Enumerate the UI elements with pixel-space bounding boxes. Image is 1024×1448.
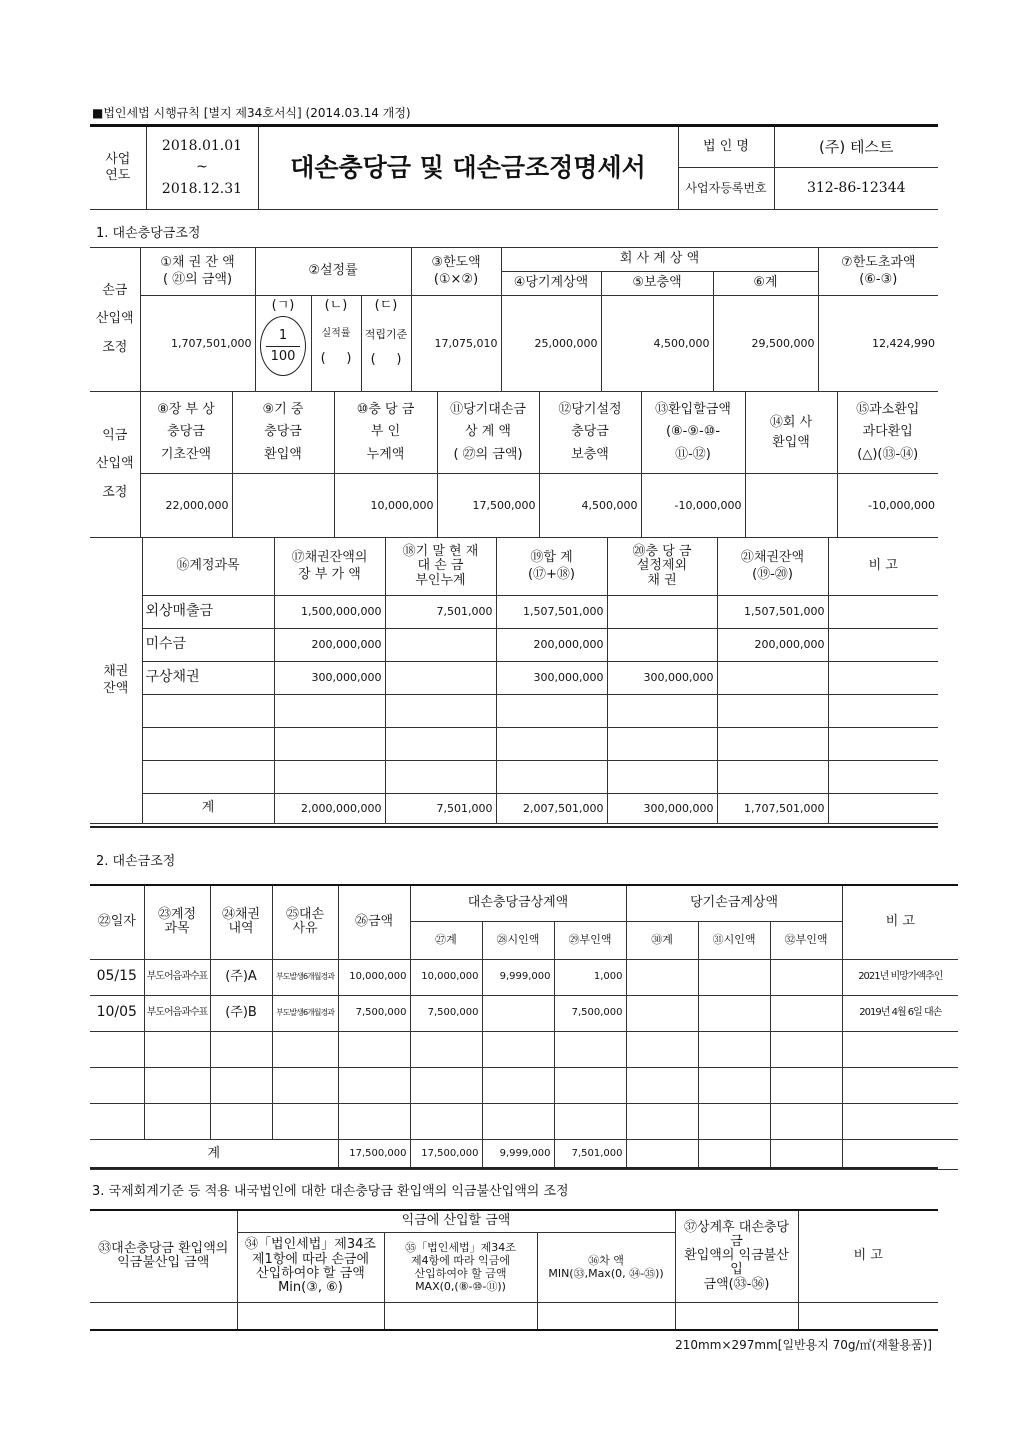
cell [554, 1031, 626, 1067]
h8: ⑧장 부 상 충당금 기초잔액 [140, 392, 232, 474]
cell [385, 761, 496, 794]
business-year-label: 사업 연도 [90, 126, 146, 210]
cell [237, 1302, 384, 1330]
h25-reason: ㉕대손 사유 [272, 885, 338, 959]
h31: ㉛시인액 [698, 921, 770, 959]
cell [482, 995, 554, 1031]
table-row [90, 995, 958, 1031]
cell: (주)A [210, 959, 272, 995]
cell [210, 1103, 272, 1139]
cell [496, 695, 607, 728]
cell [770, 1103, 842, 1139]
section1-title: 1. 대손충당금조정 [96, 226, 201, 241]
law-reference: ■법인세법 시행규칙 [별지 제34호서식] (2014.03.14 개정) [92, 106, 411, 120]
rate-c-text: 적립기준 [364, 328, 408, 342]
cell [698, 1139, 770, 1169]
cell: 17,500,000 [410, 1139, 482, 1169]
cell: 7,500,000 [410, 995, 482, 1031]
cell: 300,000,000 [496, 662, 607, 695]
bh-4: ⑳충 당 금 설정제외 채 권 [607, 538, 717, 596]
h24-bond: ㉔채권 내역 [210, 885, 272, 959]
cell [770, 1139, 842, 1169]
period-end: 2018.12.31 [161, 180, 243, 197]
cell [142, 761, 274, 794]
v9 [232, 474, 334, 538]
cell [144, 1031, 210, 1067]
cell [410, 1103, 482, 1139]
table-row [90, 695, 938, 728]
cell [828, 728, 938, 761]
cell [482, 1067, 554, 1103]
cell [537, 1302, 675, 1330]
h33: ㉝대손충당금 환입액의 익금불산입 금액 [90, 1210, 237, 1302]
cell: 7,501,000 [554, 1139, 626, 1169]
table-row [90, 1031, 958, 1067]
h-note: 비 고 [798, 1210, 938, 1302]
h32: ㉜부인액 [770, 921, 842, 959]
cell [798, 1302, 938, 1330]
h10: ⑩충 당 금 부 인 누계액 [334, 392, 437, 474]
cell [554, 1103, 626, 1139]
rate-a-label: (ㄱ) [271, 298, 295, 313]
h22-date: ㉒일자 [90, 885, 144, 959]
bond-balance-table [90, 537, 938, 824]
section3-title: 3. 국제회계기준 등 적용 내국법인에 대한 대손충당금 환입액의 익금불산입액의 조정 [92, 1184, 569, 1199]
cell [770, 995, 842, 1031]
cell [717, 662, 828, 695]
cell [142, 728, 274, 761]
cell: 300,000,000 [607, 662, 717, 695]
cell [272, 1067, 338, 1103]
cell [338, 1031, 410, 1067]
table-row [90, 728, 938, 761]
cell [607, 761, 717, 794]
cell [842, 1067, 958, 1103]
h7-excess: ⑦한도초과액 (⑥-③) [818, 248, 938, 296]
cell [554, 1067, 626, 1103]
cell [607, 695, 717, 728]
cell [698, 1031, 770, 1067]
cell [274, 761, 385, 794]
cell [698, 959, 770, 995]
h-reserve-offset: 대손충당금상계액 [410, 885, 626, 921]
form-title: 대손충당금 및 대손금조정명세서 [258, 126, 678, 210]
rate-b-text: 실적률 [321, 328, 351, 340]
cell [626, 1139, 698, 1169]
cell [482, 1103, 554, 1139]
table-row [90, 761, 938, 794]
h28: ㉘시인액 [482, 921, 554, 959]
table-row [90, 1302, 938, 1330]
v8: 22,000,000 [140, 474, 232, 538]
cell [338, 1067, 410, 1103]
table-row [90, 629, 938, 662]
bh-0: ⑯계정과목 [142, 538, 274, 596]
bh-2: ⑱기 말 현 재 대 손 금 부인누계 [385, 538, 496, 596]
cell: 10,000,000 [410, 959, 482, 995]
h14: ⑭회 사 환입액 [745, 392, 837, 474]
cell [828, 761, 938, 794]
cell [90, 1103, 144, 1139]
cell: 2,000,000,000 [274, 794, 385, 824]
cell [770, 1067, 842, 1103]
cell: 200,000,000 [274, 629, 385, 662]
h11: ⑪당기대손금 상 계 액 ( ㉗의 금액) [437, 392, 539, 474]
v14 [745, 474, 837, 538]
h-note: 비 고 [842, 885, 958, 959]
h23-account: ㉓계정 과목 [144, 885, 210, 959]
table-row [90, 596, 938, 629]
h37: ㊲상계후 대손충당금 환입액의 익금불산입 금액(㉝-㊱) [675, 1210, 798, 1302]
section2-bottom-rule [90, 1167, 938, 1169]
cell: 05/15 [90, 959, 144, 995]
period-start: 2018.01.01 [161, 137, 243, 154]
cell [385, 629, 496, 662]
h26-amount: ㉖금액 [338, 885, 410, 959]
h-expense: 당기손금계상액 [626, 885, 842, 921]
total-row [90, 1139, 958, 1169]
cell: 1,707,501,000 [717, 794, 828, 824]
cell: 17,500,000 [338, 1139, 410, 1169]
cell [385, 728, 496, 761]
ifrs-adjustment-table [90, 1209, 938, 1331]
balance-side-label: 채권 잔액 [90, 538, 142, 824]
cell [770, 959, 842, 995]
h29: ㉙부인액 [554, 921, 626, 959]
cell [496, 761, 607, 794]
cell [828, 695, 938, 728]
cell [842, 1103, 958, 1139]
cell [717, 761, 828, 794]
rate-b-value: ( ) [320, 350, 352, 366]
cell: 부도발생6개월경과 [272, 995, 338, 1031]
cell: 1,507,501,000 [496, 596, 607, 629]
v10: 10,000,000 [334, 474, 437, 538]
cell [385, 662, 496, 695]
section1-bottom-rule [90, 826, 938, 828]
v13: -10,000,000 [641, 474, 745, 538]
cell: 7,500,000 [554, 995, 626, 1031]
cell: 구상채권 [142, 662, 274, 695]
h3-limit: ③한도액 (①×②) [411, 248, 501, 296]
rate-b [311, 296, 361, 392]
paper-spec-footer: 210mm×297mm[일반용지 70g/㎡(재활용품)] [675, 1338, 932, 1352]
cell [828, 629, 938, 662]
gain-adjustment-table [90, 391, 938, 538]
cell: 200,000,000 [496, 629, 607, 662]
cell [482, 1031, 554, 1067]
cell: 부도어음과수표 [144, 959, 210, 995]
cell [717, 728, 828, 761]
cell [626, 1103, 698, 1139]
cell: 1,000 [554, 959, 626, 995]
h35: ㉟「법인세법」제34조 제4항에 따라 익금에 산입하여야 할 금액 MAX(0,(⑧-⑩-⑪)) [384, 1232, 537, 1302]
v6-total: 29,500,000 [713, 296, 818, 392]
biz-reg-no: 312-86-12344 [774, 168, 938, 210]
fraction-bar [266, 346, 300, 347]
h4-current: ④당기계상액 [501, 272, 601, 296]
h15: ⑮과소환입 과다환입 (△)(⑬-⑭) [837, 392, 938, 474]
business-period [146, 126, 258, 210]
h30: ㉚계 [626, 921, 698, 959]
rate-c-label: (ㄷ) [374, 298, 398, 313]
rate-a-circle [260, 316, 306, 376]
cell [210, 1067, 272, 1103]
cell [770, 1031, 842, 1067]
cell [90, 1031, 144, 1067]
loss-side-label: 손금 산입액 조정 [90, 248, 140, 392]
v5-supplement: 4,500,000 [601, 296, 713, 392]
cell: 200,000,000 [717, 629, 828, 662]
cell [842, 1031, 958, 1067]
cell: 미수금 [142, 629, 274, 662]
cell [717, 695, 828, 728]
cell [144, 1103, 210, 1139]
cell: 10,000,000 [338, 959, 410, 995]
cell [272, 1103, 338, 1139]
cell [210, 1031, 272, 1067]
cell [828, 794, 938, 824]
cell [675, 1302, 798, 1330]
cell [90, 1067, 144, 1103]
total-row [90, 794, 938, 824]
rate-a-denominator: 100 [270, 348, 296, 364]
cell [90, 1302, 237, 1330]
bh-5: ㉑채권잔액 (⑲-⑳) [717, 538, 828, 596]
v1-bond-balance: 1,707,501,000 [140, 296, 255, 392]
rate-a-numerator: 1 [278, 327, 288, 343]
cell [274, 695, 385, 728]
cell [698, 1067, 770, 1103]
cell [828, 662, 938, 695]
cell: 9,999,000 [482, 959, 554, 995]
total-label: 계 [90, 1139, 338, 1169]
cell [272, 1031, 338, 1067]
rate-c [361, 296, 411, 392]
cell: 2019년 4월 6일 대손 [842, 995, 958, 1031]
table-row [90, 959, 958, 995]
cell: 외상매출금 [142, 596, 274, 629]
h5-supplement: ⑤보충액 [601, 272, 713, 296]
cell [410, 1067, 482, 1103]
h6-total: ⑥계 [713, 272, 818, 296]
cell: 7,501,000 [385, 596, 496, 629]
h1-bond-balance: ①채 권 잔 액 ( ㉑의 금액) [140, 248, 255, 296]
cell [626, 1067, 698, 1103]
cell [607, 629, 717, 662]
cell [338, 1103, 410, 1139]
cell [274, 728, 385, 761]
cell: 2021년 비망가액추인 [842, 959, 958, 995]
table-row [90, 1103, 958, 1139]
cell: 1,500,000,000 [274, 596, 385, 629]
bad-debt-table [90, 884, 958, 1170]
h9: ⑨기 중 충당금 환입액 [232, 392, 334, 474]
h2-rate: ②설정률 [255, 248, 411, 296]
cell: 300,000,000 [274, 662, 385, 695]
period-separator: ~ [196, 159, 208, 176]
v4-current: 25,000,000 [501, 296, 601, 392]
cell: 10/05 [90, 995, 144, 1031]
v7-excess: 12,424,990 [818, 296, 938, 392]
header-table [90, 124, 938, 210]
v3-limit: 17,075,010 [411, 296, 501, 392]
cell [607, 596, 717, 629]
table-row [90, 1067, 958, 1103]
h13: ⑬환입할금액 (⑧-⑨-⑩- ⑪-⑫) [641, 392, 745, 474]
bh-6: 비 고 [828, 538, 938, 596]
rate-b-label: (ㄴ) [324, 298, 348, 313]
rate-a [255, 296, 311, 392]
cell [698, 995, 770, 1031]
cell [410, 1031, 482, 1067]
h27: ㉗계 [410, 921, 482, 959]
cell: 1,507,501,000 [717, 596, 828, 629]
cell [842, 1139, 958, 1169]
cell [698, 1103, 770, 1139]
cell: 7,500,000 [338, 995, 410, 1031]
biz-reg-label: 사업자등록번호 [678, 168, 774, 210]
cell: 300,000,000 [607, 794, 717, 824]
cell [626, 1031, 698, 1067]
corp-name: (주) 테스트 [774, 126, 938, 168]
cell [496, 728, 607, 761]
cell: 9,999,000 [482, 1139, 554, 1169]
cell [626, 995, 698, 1031]
cell: (주)B [210, 995, 272, 1031]
cell [384, 1302, 537, 1330]
cell [144, 1067, 210, 1103]
cell [828, 596, 938, 629]
bh-1: ⑰채권잔액의 장 부 가 액 [274, 538, 385, 596]
cell [626, 959, 698, 995]
bh-3: ⑲합 계 (⑰+⑱) [496, 538, 607, 596]
v11: 17,500,000 [437, 474, 539, 538]
cell [142, 695, 274, 728]
loss-adjustment-table [90, 247, 938, 392]
corp-name-label: 법 인 명 [678, 126, 774, 168]
v15: -10,000,000 [837, 474, 938, 538]
v12: 4,500,000 [539, 474, 641, 538]
h36: ㊱차 액 MIN(㉝,Max(0, ㉞-㉟)) [537, 1232, 675, 1302]
cell: 7,501,000 [385, 794, 496, 824]
h34: ㉞「법인세법」제34조 제1항에 따라 손금에 산입하여야 할 금액 Min(③, ⑥) [237, 1232, 384, 1302]
h12: ⑫당기설정 충당금 보충액 [539, 392, 641, 474]
h-company-amount: 회 사 계 상 액 [501, 248, 818, 272]
gain-side-label: 익금 산입액 조정 [90, 392, 140, 538]
rate-c-value: ( ) [370, 352, 402, 367]
cell: 부도어음과수표 [144, 995, 210, 1031]
cell: 부도발생6개월경과 [272, 959, 338, 995]
cell: 2,007,501,000 [496, 794, 607, 824]
h-gain-include: 익금에 산입할 금액 [237, 1210, 675, 1232]
cell [607, 728, 717, 761]
table-row [90, 662, 938, 695]
total-label: 계 [142, 794, 274, 824]
section2-title: 2. 대손금조정 [96, 854, 176, 869]
cell [385, 695, 496, 728]
